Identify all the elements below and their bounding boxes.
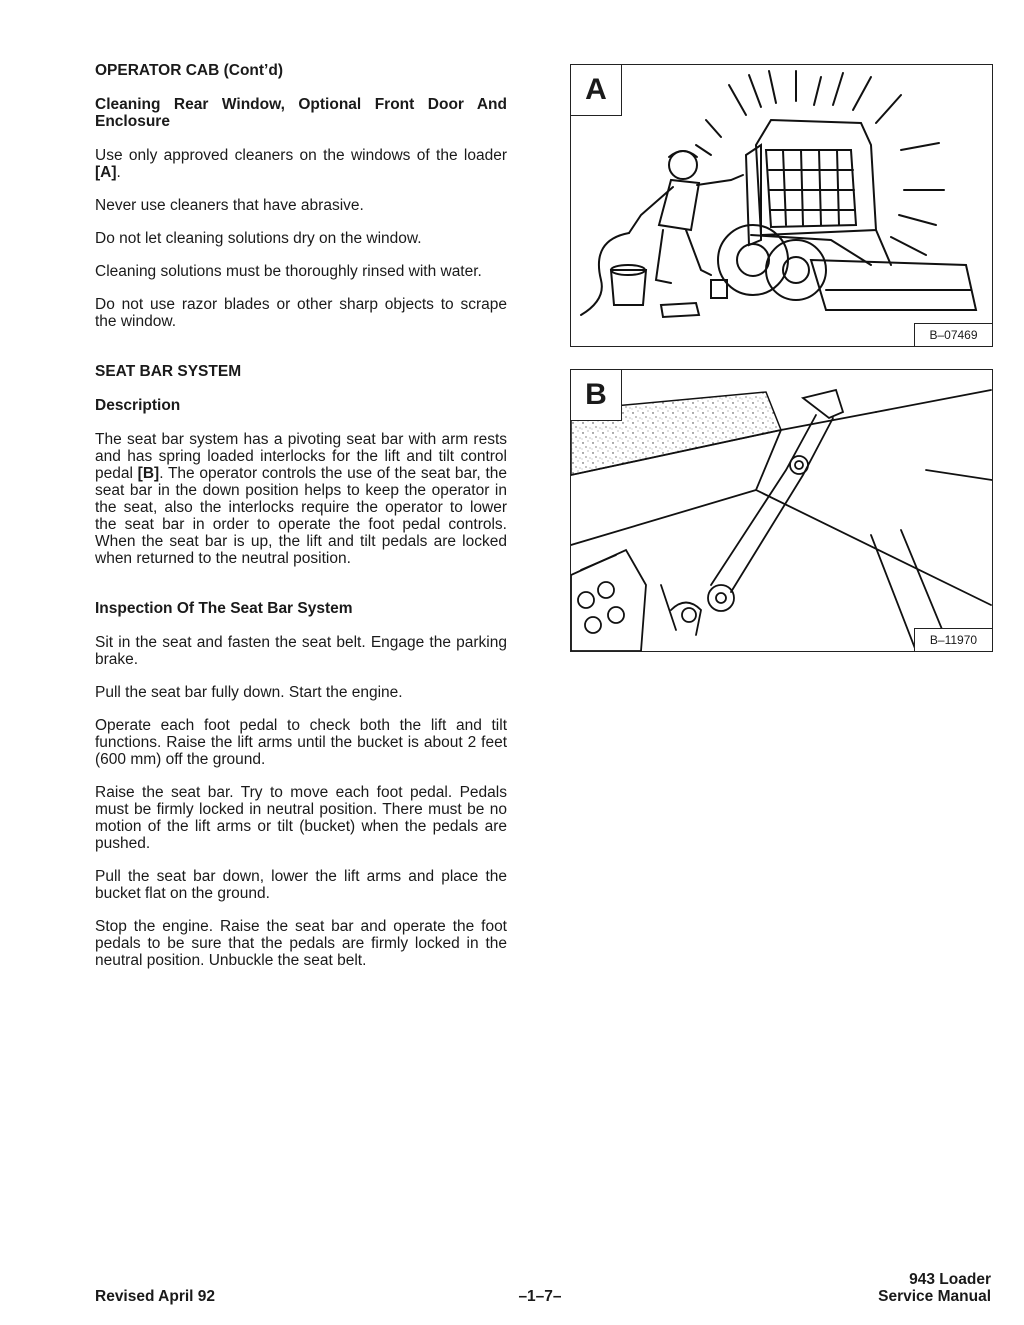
loader-cleaning-illustration xyxy=(571,65,992,346)
cleaning-paragraph-2: Never use cleaners that have abrasive. xyxy=(95,197,364,214)
description-text-1: The seat bar system has a pivoting seat bar with arm rests and has spring loaded interlocks for the lift and tilt control pedal xyxy=(95,431,507,482)
description-paragraph xyxy=(95,431,507,567)
description-text-2: . The operator controls the use of the seat bar, the seat bar in the down position helps to keep the operator in the seat, also the interlocks require the operator to lower the seat bar in order to operate the foot pedal controls. When the seat bar is up, the lift and tilt pedals are locked when returned to the neutral position. xyxy=(95,465,507,567)
inspection-step: Pull the seat bar fully down. Start the engine. xyxy=(95,684,403,701)
inspection-step: Operate each foot pedal to check both the lift and tilt functions. Raise the lift arms until the bucket is about 2 feet (600 mm) off the ground. xyxy=(95,717,507,768)
description-heading: Description xyxy=(95,397,181,414)
figure-a-reference: [A] xyxy=(95,164,117,181)
cleaning-paragraph-1 xyxy=(95,147,507,181)
figure-b-letter: B xyxy=(571,370,622,421)
inspection-step: Stop the engine. Raise the seat bar and operate the foot pedals to be sure that the pedals are firmly locked in the neutral position. Unbuckle the seat belt. xyxy=(95,918,507,969)
inspection-heading: Inspection Of The Seat Bar System xyxy=(95,600,353,617)
footer-model: 943 Loader xyxy=(909,1271,991,1288)
figure-b-reference: [B] xyxy=(137,465,160,482)
figure-b-code: B–11970 xyxy=(914,628,992,651)
seat-bar-title: SEAT BAR SYSTEM xyxy=(95,363,242,380)
cleaning-subheading: Cleaning Rear Window, Optional Front Door And Enclosure xyxy=(95,96,507,130)
inspection-step: Sit in the seat and fasten the seat belt. Engage the parking brake. xyxy=(95,634,507,668)
figure-a xyxy=(570,64,993,347)
footer-revised: Revised April 92 xyxy=(95,1288,216,1305)
footer-manual: Service Manual xyxy=(878,1288,991,1305)
figure-a-letter: A xyxy=(571,65,622,116)
left-text-column xyxy=(95,62,507,985)
cleaning-paragraph-5: Do not use razor blades or other sharp objects to scrape the window. xyxy=(95,296,507,330)
figure-b xyxy=(570,369,993,652)
inspection-step: Pull the seat bar down, lower the lift arms and place the bucket flat on the ground. xyxy=(95,868,507,902)
section-title: OPERATOR CAB (Cont’d) xyxy=(95,62,283,79)
cleaning-p1-text: Use only approved cleaners on the windows of the loader xyxy=(95,147,507,164)
figure-a-code: B–07469 xyxy=(914,323,992,346)
cleaning-p1-end: . xyxy=(116,164,121,181)
footer-manual-title xyxy=(878,1271,991,1305)
cleaning-paragraph-3: Do not let cleaning solutions dry on the window. xyxy=(95,230,422,247)
cleaning-paragraph-4: Cleaning solutions must be thoroughly rinsed with water. xyxy=(95,263,482,280)
inspection-step: Raise the seat bar. Try to move each foot pedal. Pedals must be firmly locked in neutral position. There must be no motion of the lift arms or tilt (bucket) when the pedals are pushed. xyxy=(95,784,507,852)
footer-page-number: –1–7– xyxy=(518,1288,562,1305)
seat-bar-illustration xyxy=(571,370,992,651)
